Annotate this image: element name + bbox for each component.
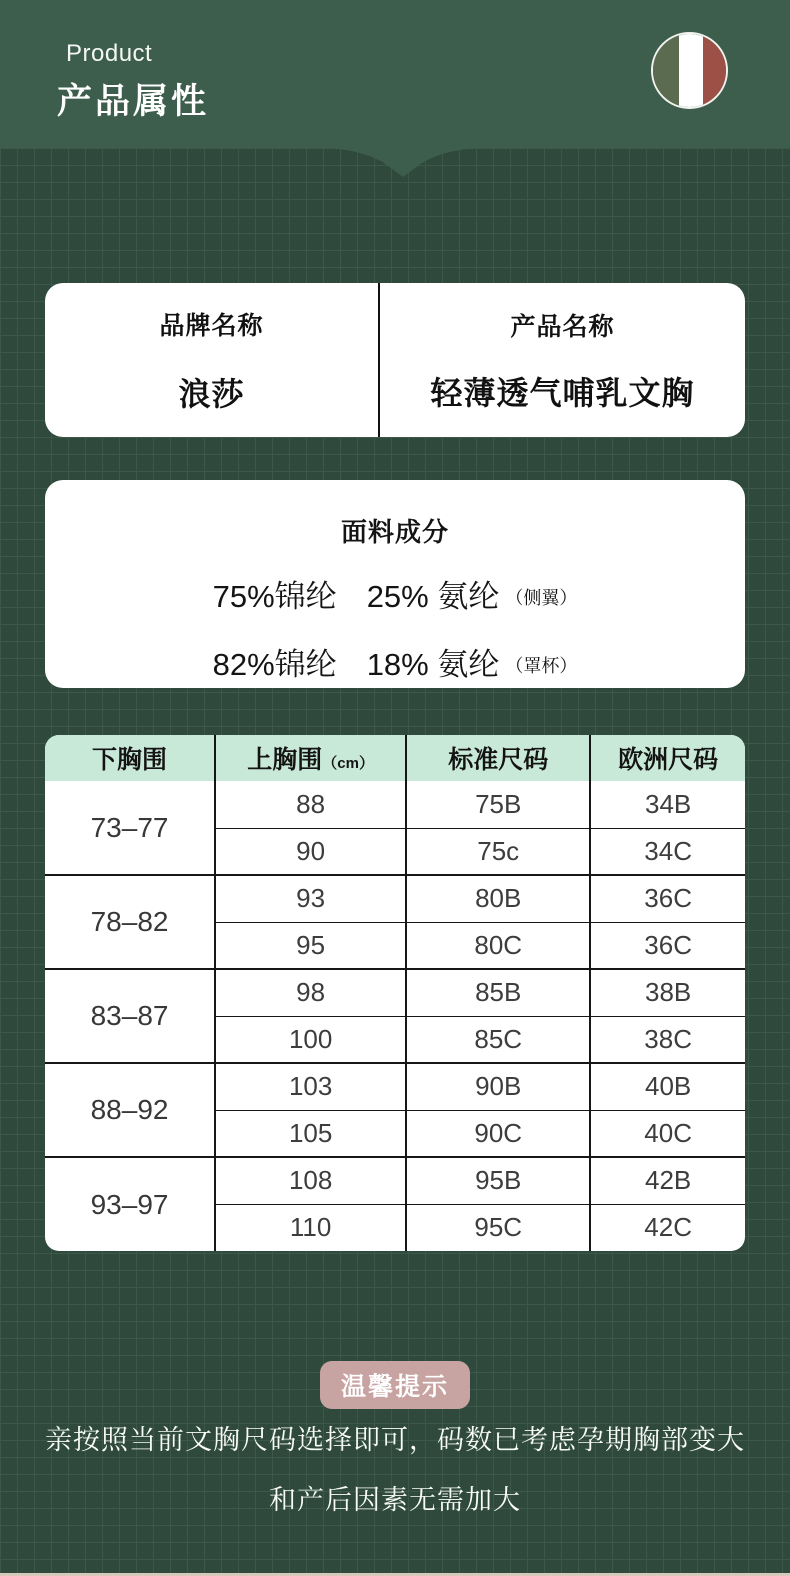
fabric-line bbox=[213, 639, 578, 684]
euro-size-cell: 40B bbox=[590, 1063, 745, 1110]
header-bust-unit: （cm） bbox=[322, 755, 374, 772]
bust-cell: 103 bbox=[215, 1063, 406, 1110]
bust-cell: 93 bbox=[215, 875, 406, 922]
euro-size-cell: 38B bbox=[590, 969, 745, 1016]
brand-value: 浪莎 bbox=[178, 375, 245, 412]
standard-size-cell: 80C bbox=[406, 922, 590, 969]
euro-size-cell: 42B bbox=[590, 1157, 745, 1204]
tips-text bbox=[0, 1410, 790, 1530]
standard-size-cell: 90C bbox=[406, 1110, 590, 1157]
product-value: 轻薄透气哺乳文胸 bbox=[430, 374, 695, 411]
italian-flag-icon bbox=[651, 32, 728, 109]
fabric-line bbox=[213, 571, 578, 616]
brand-name-section bbox=[45, 283, 378, 437]
standard-size-cell: 85C bbox=[406, 1016, 590, 1063]
euro-size-cell: 42C bbox=[590, 1204, 745, 1251]
size-table-row bbox=[45, 781, 745, 828]
fabric-composition-card bbox=[45, 480, 745, 688]
fabric-part: 18% 氨纶 bbox=[366, 647, 500, 682]
page-header bbox=[0, 0, 790, 148]
header-bust: 上胸围（cm） bbox=[215, 735, 406, 781]
size-table-header-row bbox=[45, 735, 745, 781]
header-text-block bbox=[57, 40, 209, 124]
header-notch-decoration bbox=[318, 147, 488, 178]
euro-size-cell: 40C bbox=[590, 1110, 745, 1157]
tips-badge: 温馨提示 bbox=[320, 1361, 470, 1409]
bust-cell: 105 bbox=[215, 1110, 406, 1157]
flag-stripe-green bbox=[653, 34, 679, 107]
size-table bbox=[45, 735, 745, 1251]
brand-label: 品牌名称 bbox=[159, 311, 264, 340]
fabric-part: 25% 氨纶 bbox=[366, 579, 500, 614]
fabric-note: （罩杯） bbox=[505, 655, 578, 676]
standard-size-cell: 90B bbox=[406, 1063, 590, 1110]
standard-size-cell: 95B bbox=[406, 1157, 590, 1204]
size-table-grid bbox=[45, 735, 745, 1251]
underbust-range-cell: 73–77 bbox=[45, 781, 215, 875]
fabric-part: 82%锦纶 bbox=[212, 647, 337, 682]
underbust-range-cell: 93–97 bbox=[45, 1157, 215, 1251]
euro-size-cell: 38C bbox=[590, 1016, 745, 1063]
bust-cell: 88 bbox=[215, 781, 406, 828]
bust-cell: 100 bbox=[215, 1016, 406, 1063]
page-title: 产品属性 bbox=[57, 82, 210, 121]
euro-size-cell: 34C bbox=[590, 828, 745, 875]
product-label: 产品名称 bbox=[510, 312, 615, 341]
header-underbust: 下胸围 bbox=[45, 735, 215, 781]
underbust-range-cell: 83–87 bbox=[45, 969, 215, 1063]
brand-product-card bbox=[45, 283, 745, 437]
euro-size-cell: 34B bbox=[590, 781, 745, 828]
fabric-lines bbox=[213, 571, 578, 684]
bust-cell: 95 bbox=[215, 922, 406, 969]
size-table-row bbox=[45, 969, 745, 1016]
underbust-range-cell: 78–82 bbox=[45, 875, 215, 969]
underbust-range-cell: 88–92 bbox=[45, 1063, 215, 1157]
product-name-section bbox=[380, 283, 745, 437]
euro-size-cell: 36C bbox=[590, 922, 745, 969]
size-table-row bbox=[45, 1063, 745, 1110]
grid-background bbox=[0, 148, 790, 1576]
tips-line-1: 亲按照当前文胸尺码选择即可，码数已考虑孕期胸部变大 bbox=[45, 1425, 745, 1455]
standard-size-cell: 75c bbox=[406, 828, 590, 875]
fabric-part: 75%锦纶 bbox=[212, 579, 337, 614]
standard-size-cell: 80B bbox=[406, 875, 590, 922]
bust-cell: 98 bbox=[215, 969, 406, 1016]
bust-cell: 90 bbox=[215, 828, 406, 875]
bust-cell: 108 bbox=[215, 1157, 406, 1204]
header-euro-size: 欧洲尺码 bbox=[590, 735, 745, 781]
size-table-row bbox=[45, 875, 745, 922]
size-table-row bbox=[45, 1157, 745, 1204]
fabric-card-title: 面料成分 bbox=[340, 517, 449, 547]
flag-stripe-white bbox=[679, 34, 703, 107]
tips-line-2: 和产后因素无需加大 bbox=[269, 1485, 521, 1515]
standard-size-cell: 75B bbox=[406, 781, 590, 828]
header-eyebrow: Product bbox=[66, 40, 153, 67]
bust-cell: 110 bbox=[215, 1204, 406, 1251]
standard-size-cell: 95C bbox=[406, 1204, 590, 1251]
flag-stripe-red bbox=[703, 34, 726, 107]
standard-size-cell: 85B bbox=[406, 969, 590, 1016]
fabric-note: （侧翼） bbox=[505, 587, 578, 608]
euro-size-cell: 36C bbox=[590, 875, 745, 922]
header-standard-size: 标准尺码 bbox=[406, 735, 590, 781]
